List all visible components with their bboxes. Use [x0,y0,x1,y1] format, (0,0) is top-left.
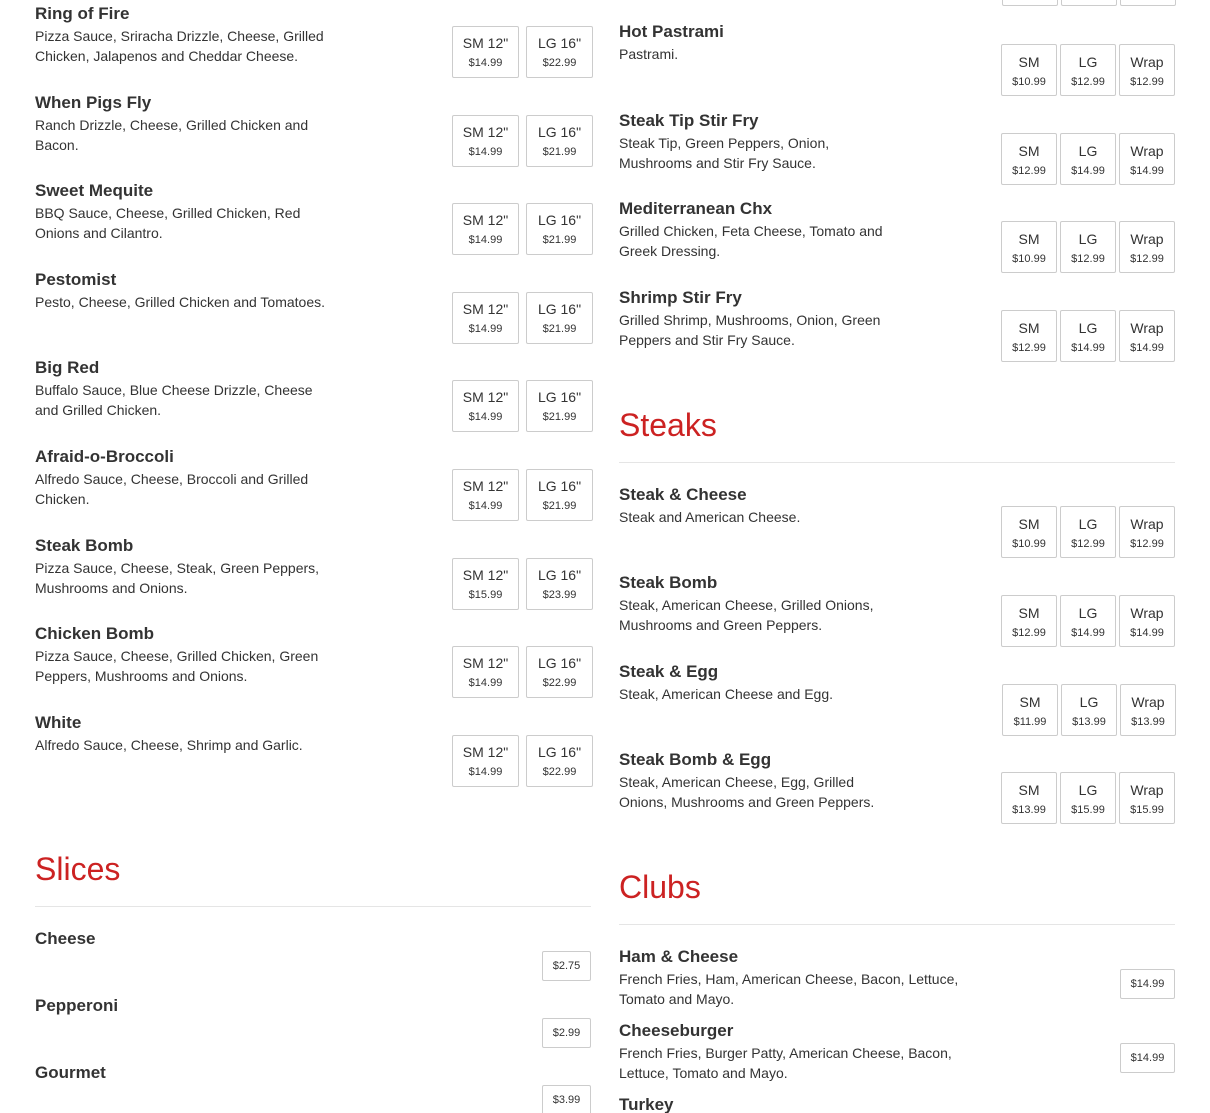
price: $15.99 [1071,804,1105,816]
price-option[interactable] [1002,0,1058,6]
price-options [1001,506,1175,558]
price-option-small[interactable] [452,115,519,167]
price: $10.99 [1012,76,1046,88]
price-option-wrap[interactable] [1119,133,1175,185]
price-option-large[interactable] [1060,133,1116,185]
price-option-large[interactable] [1060,506,1116,558]
size-label: SM 12" [462,744,509,760]
item-description: Pastrami. [619,46,679,62]
price: $14.99 [1130,342,1164,354]
menu-item [35,446,335,509]
section-title-slices: Slices [35,851,121,887]
price-option-wrap[interactable] [1119,221,1175,273]
price-option-small[interactable] [452,26,519,78]
price-option-small[interactable] [1001,221,1057,273]
size-label: SM 12" [462,35,509,51]
price-option-large[interactable] [526,115,593,167]
menu-item [35,623,335,686]
size-label: Wrap [1130,231,1164,247]
size-label: LG [1078,231,1098,247]
price: $15.99 [468,589,503,601]
price: $22.99 [542,677,577,689]
price-options [452,380,593,432]
slice-item [35,995,118,1017]
size-label: Wrap [1130,605,1164,621]
item-description: Steak and American Cheese. [619,509,801,525]
menu-item [35,357,335,420]
price-option-small[interactable] [1001,44,1057,96]
price-option-large[interactable] [1060,595,1116,647]
slice-price-button[interactable]: $2.75 [542,951,591,981]
slice-price-button[interactable]: $2.99 [542,1018,591,1048]
price-option-large[interactable] [526,292,593,344]
item-description: Grilled Chicken, Feta Cheese, Tomato and Greek Dressing. [619,223,883,259]
item-name: Ring of Fire [35,4,130,23]
size-label: LG 16" [537,478,582,494]
price: $21.99 [542,323,577,335]
size-label: LG [1079,694,1099,710]
size-label: Wrap [1130,320,1164,336]
size-label: SM 12" [462,655,509,671]
price-option-small[interactable] [452,380,519,432]
menu-item [619,572,899,635]
price-option-large[interactable] [1060,772,1116,824]
price-option-large[interactable] [526,558,593,610]
price: $12.99 [1071,76,1105,88]
price: $12.99 [1012,165,1046,177]
price: $12.99 [1130,538,1164,550]
price: $22.99 [542,766,577,778]
item-description: Steak Tip, Green Peppers, Onion, Mushrooms and Stir Fry Sauce. [619,135,830,171]
price: $14.99 [468,146,503,158]
price-option-small[interactable] [452,558,519,610]
section-divider [619,462,1175,463]
slice-price-button[interactable]: $3.99 [542,1085,591,1113]
price-options [1001,772,1175,824]
price-option-small[interactable] [452,735,519,787]
price-option-small[interactable] [1001,772,1057,824]
price: $12.99 [1012,342,1046,354]
size-label: SM 12" [462,212,509,228]
size-label: Wrap [1130,143,1164,159]
menu-item [619,198,899,261]
price-option-large[interactable] [1060,44,1116,96]
price-options [452,115,593,167]
size-label: SM [1019,694,1041,710]
size-label: LG [1078,516,1098,532]
price: $23.99 [542,589,577,601]
price: $14.99 [1071,342,1105,354]
item-description: Steak, American Cheese, Grilled Onions, Mushrooms and Green Peppers. [619,597,874,633]
hidden-prior-item-prices [1002,0,1176,6]
size-label: LG 16" [537,212,582,228]
price: $21.99 [542,500,577,512]
size-label: SM [1018,143,1040,159]
section-title-steaks: Steaks [619,407,717,443]
price: $14.99 [468,677,503,689]
size-label: LG 16" [537,655,582,671]
price-option-small[interactable] [452,646,519,698]
price-option-small[interactable] [1001,133,1057,185]
size-label: SM 12" [462,389,509,405]
price-option-large[interactable] [1060,221,1116,273]
menu-item [619,21,899,64]
section-title-clubs: Clubs [619,869,701,905]
price-options [452,469,593,521]
item-name: Turkey [619,1095,674,1113]
price-options [452,26,593,78]
price-option-large[interactable] [526,735,593,787]
menu-item [35,712,335,755]
price-options [1001,595,1175,647]
price: $14.99 [468,500,503,512]
price-option-small[interactable] [452,292,519,344]
size-label: LG [1078,54,1098,70]
item-name: Steak Bomb [619,573,718,592]
price: $11.99 [1013,716,1047,728]
size-label: SM 12" [462,301,509,317]
item-description: Grilled Shrimp, Mushrooms, Onion, Green Peppers and Stir Fry Sauce. [619,312,881,348]
price: $15.99 [1130,804,1164,816]
menu-item [35,92,335,155]
item-name: Cheeseburger [619,1021,734,1040]
item-name: Cheese [35,929,96,948]
item-description: French Fries, Burger Patty, American Cheese, Bacon, Lettuce, Tomato and Mayo. [619,1045,952,1081]
club-price-button[interactable]: $14.99 [1120,969,1175,999]
price: $22.99 [542,57,577,69]
price-options [452,203,593,255]
size-label: Wrap [1131,694,1165,710]
price-options [1001,44,1175,96]
price: $14.99 [1071,165,1105,177]
size-label: LG 16" [537,124,582,140]
price: $12.99 [1071,253,1105,265]
item-name: Afraid-o-Broccoli [35,447,174,466]
price: $10.99 [1012,253,1046,265]
price: $14.99 [1130,627,1164,639]
slice-item [35,928,95,950]
item-name: Pestomist [35,270,117,289]
size-label: LG 16" [537,301,582,317]
size-label: SM 12" [462,567,509,583]
price: $12.99 [1130,253,1164,265]
price-option-large[interactable] [526,203,593,255]
price-option-small[interactable] [452,203,519,255]
size-label: LG 16" [537,744,582,760]
menu-item [619,1020,969,1083]
item-name: Gourmet [35,1063,106,1082]
price: $14.99 [468,323,503,335]
item-name: Shrimp Stir Fry [619,288,742,307]
price: $14.99 [468,234,503,246]
item-name: Big Red [35,358,100,377]
item-description: Pizza Sauce, Cheese, Steak, Green Peppers, Mushrooms and Onions. [35,560,320,596]
size-label: LG [1078,320,1098,336]
menu-item [619,287,899,350]
menu-item [35,269,335,312]
item-description: Buffalo Sauce, Blue Cheese Drizzle, Cheese and Grilled Chicken. [35,382,313,418]
price-option-wrap[interactable] [1119,44,1175,96]
price-option-wrap[interactable] [1119,772,1175,824]
price-option[interactable] [1120,0,1176,6]
size-label: SM [1018,605,1040,621]
price-option-wrap[interactable] [1119,595,1175,647]
item-name: Steak Bomb & Egg [619,750,772,769]
item-name: White [35,713,82,732]
size-label: SM [1018,516,1040,532]
size-label: LG 16" [537,389,582,405]
price: $13.99 [1131,716,1165,728]
price: $10.99 [1012,538,1046,550]
price-option-large[interactable] [526,26,593,78]
price-option-small[interactable] [452,469,519,521]
item-description: Pesto, Cheese, Grilled Chicken and Tomatoes. [35,294,326,310]
price: $21.99 [542,146,577,158]
item-description: Alfredo Sauce, Cheese, Shrimp and Garlic. [35,737,303,753]
item-name: Steak & Egg [619,662,719,681]
size-label: LG 16" [537,567,582,583]
item-name: Ham & Cheese [619,947,739,966]
size-label: SM [1018,782,1040,798]
price-option-large[interactable] [1060,310,1116,362]
size-label: LG [1078,782,1098,798]
item-name: Chicken Bomb [35,624,155,643]
item-description: BBQ Sauce, Cheese, Grilled Chicken, Red Onions and Cilantro. [35,205,301,241]
size-label: SM 12" [462,478,509,494]
price-option-small[interactable] [1001,506,1057,558]
item-description: Pizza Sauce, Cheese, Grilled Chicken, Green Peppers, Mushrooms and Onions. [35,648,319,684]
menu-item [619,1094,969,1113]
price: $21.99 [542,411,577,423]
price-option[interactable] [1061,0,1117,6]
menu-item [619,661,899,704]
menu-item [619,484,899,527]
price-option-wrap[interactable] [1120,684,1176,736]
item-description: Pizza Sauce, Sriracha Drizzle, Cheese, Grilled Chicken, Jalapenos and Cheddar Cheese. [35,28,324,64]
item-name: Sweet Mequite [35,181,154,200]
price-option-wrap[interactable] [1119,310,1175,362]
menu-item [35,180,335,243]
menu-item [35,535,335,598]
section-divider [35,906,591,907]
item-name: Hot Pastrami [619,22,724,41]
price-options [452,558,593,610]
price: $14.99 [1130,165,1164,177]
price-options [452,292,593,344]
size-label: Wrap [1130,516,1164,532]
item-description: Steak, American Cheese, Egg, Grilled Onions, Mushrooms and Green Peppers. [619,774,875,810]
price: $12.99 [1130,76,1164,88]
price-options [1002,684,1176,736]
size-label: LG 16" [537,35,582,51]
price-options [1001,133,1175,185]
menu-item [619,946,969,1009]
price-option-large[interactable] [1061,684,1117,736]
item-description: Ranch Drizzle, Cheese, Grilled Chicken and Bacon. [35,117,309,153]
price: $12.99 [1012,627,1046,639]
size-label: Wrap [1130,782,1164,798]
section-divider [619,924,1175,925]
item-description: Alfredo Sauce, Cheese, Broccoli and Grilled Chicken. [35,471,309,507]
size-label: SM [1018,54,1040,70]
price-option-large[interactable] [526,646,593,698]
item-name: Mediterranean Chx [619,199,773,218]
price: $14.99 [468,766,503,778]
price-option-wrap[interactable] [1119,506,1175,558]
menu-item [619,749,899,812]
slice-item [35,1062,106,1084]
price-options [1001,221,1175,273]
price-option-large[interactable] [526,380,593,432]
size-label: Wrap [1130,54,1164,70]
item-name: Pepperoni [35,996,119,1015]
size-label: SM 12" [462,124,509,140]
item-description: Steak, American Cheese and Egg. [619,686,834,702]
size-label: LG [1078,605,1098,621]
price-options [1001,310,1175,362]
item-name: When Pigs Fly [35,93,152,112]
size-label: LG [1078,143,1098,159]
size-label: SM [1018,320,1040,336]
item-name: Steak Tip Stir Fry [619,111,759,130]
price: $14.99 [468,57,503,69]
price-option-large[interactable] [526,469,593,521]
price: $21.99 [542,234,577,246]
price-option-small[interactable] [1001,595,1057,647]
menu-item [35,3,335,66]
price: $14.99 [1071,627,1105,639]
price: $14.99 [468,411,503,423]
menu-item [619,110,899,173]
price-options [452,646,593,698]
price-option-small[interactable] [1001,310,1057,362]
club-price-button[interactable]: $14.99 [1120,1043,1175,1073]
size-label: SM [1018,231,1040,247]
price-option-small[interactable] [1002,684,1058,736]
item-name: Steak Bomb [35,536,134,555]
item-name: Steak & Cheese [619,485,747,504]
price: $13.99 [1072,716,1106,728]
price-options [452,735,593,787]
price: $12.99 [1071,538,1105,550]
item-description: French Fries, Ham, American Cheese, Bacon, Lettuce, Tomato and Mayo. [619,971,959,1007]
price: $13.99 [1012,804,1046,816]
